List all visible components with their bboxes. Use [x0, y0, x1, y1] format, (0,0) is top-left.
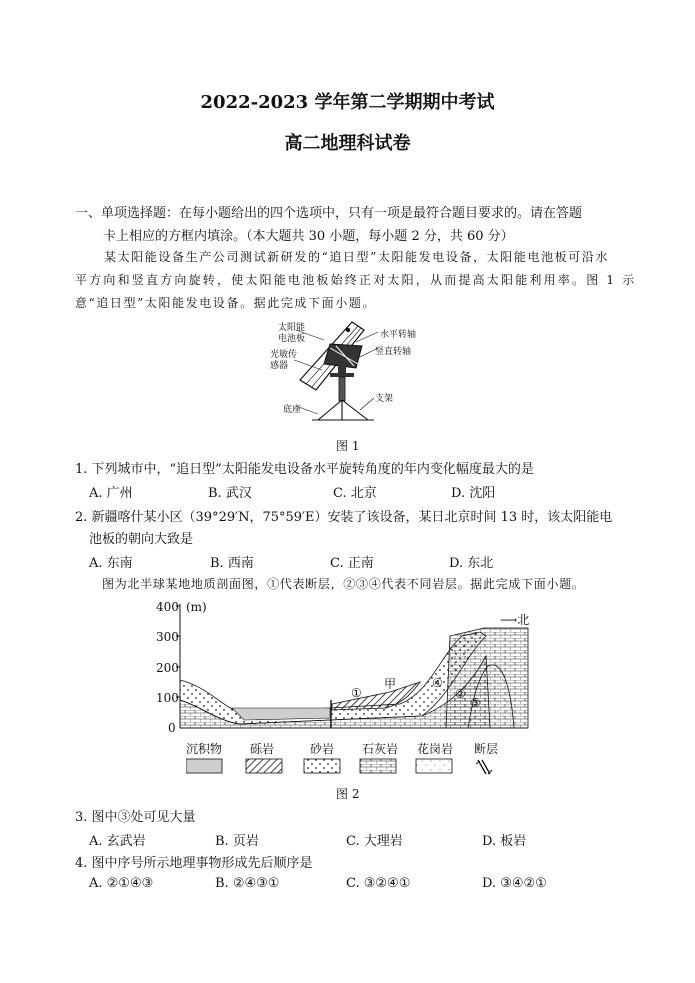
legend-label-sediment: 沉积物	[186, 742, 223, 756]
label-horizontal-axis: 水平转轴	[380, 330, 417, 340]
section-instruction-line1: 一、单项选择题：在每小题给出的四个选项中，只有一项是最符合题目要求的。请在答题	[75, 206, 583, 221]
legend-label-granite: 花岗岩	[417, 742, 454, 756]
label-vertical-axis: 竖直转轴	[375, 347, 412, 357]
q2-option-c[interactable]: C. 正南	[330, 556, 374, 571]
exam-subtitle: 高二地理科试卷	[284, 133, 411, 154]
pole	[339, 377, 345, 401]
marker-4: ④	[432, 676, 443, 690]
q1-stem: 1. 下列城市中，“追日型”太阳能发电设备水平旋转角度的年内变化幅度最大的是	[75, 462, 534, 477]
figure2-caption: 图 2	[336, 787, 360, 801]
y-tick-0: 0	[168, 721, 176, 735]
q3-option-a[interactable]: A. 玄武岩	[89, 834, 146, 849]
q2-option-b[interactable]: B. 西南	[210, 556, 254, 571]
figure2-geologic-section	[150, 596, 540, 736]
q3-option-b[interactable]: B. 页岩	[215, 834, 259, 849]
swatch-sediment	[186, 759, 222, 773]
y-unit: (m)	[186, 600, 207, 614]
swatch-sandstone	[304, 759, 340, 773]
q3-stem: 3. 图中③处可见大量	[75, 810, 196, 825]
label-sensor-line2: 感器	[270, 361, 289, 371]
vertical-axis	[338, 364, 346, 374]
q2-stem-line1: 2. 新疆喀什某小区（39°29′N，75°59′E）安装了该设备，某日北京时间 13 时，该太阳能电	[75, 510, 613, 525]
q1-option-c[interactable]: C. 北京	[333, 486, 377, 501]
north-arrow: ⟶北	[500, 613, 530, 627]
q4-stem: 4. 图中序号所示地理事物形成先后顺序是	[75, 856, 313, 871]
passage2: 图为北半球某地地质剖面图，①代表断层，②③④代表不同岩层。据此完成下面小题。	[102, 577, 585, 591]
figure2-legend-swatches	[186, 758, 506, 776]
q3-option-c[interactable]: C. 大理岩	[346, 834, 403, 849]
q2-stem-line2: 池板的朝向大致是	[89, 532, 194, 547]
label-base: 底座	[283, 405, 302, 415]
swatch-limestone	[360, 759, 396, 773]
exam-title: 2022-2023 学年第二学期期中考试	[200, 92, 495, 113]
label-sensor-line1: 光敏传	[270, 350, 298, 360]
label-panel-line1: 太阳能	[278, 323, 306, 333]
figure1-caption: 图 1	[336, 439, 360, 453]
passage1-line3: 意“追日型”太阳能发电设备。据此完成下面小题。	[75, 296, 377, 310]
legend-label-fault: 断层	[474, 742, 499, 756]
y-tick-400: 400	[156, 600, 179, 614]
y-tick-300: 300	[156, 630, 179, 644]
swatch-granite	[416, 759, 452, 773]
q1-option-a[interactable]: A. 广州	[89, 486, 133, 501]
legend-label-conglomerate: 砾岩	[250, 742, 275, 756]
q1-option-d[interactable]: D. 沈阳	[451, 486, 496, 501]
q3-option-d[interactable]: D. 板岩	[482, 834, 527, 849]
marker-3: ③	[470, 696, 481, 710]
legend-label-sandstone: 砂岩	[310, 742, 335, 756]
sediment	[232, 708, 330, 720]
y-tick-100: 100	[156, 691, 179, 705]
swatch-fault-icon	[476, 760, 492, 774]
q4-option-c[interactable]: C. ③②④①	[346, 876, 411, 891]
y-tick-200: 200	[156, 661, 179, 675]
passage1-line2: 平方向和竖直方向旋转，使太阳能电池板始终正对太阳，从而提高太阳能利用率。图 1 示	[75, 273, 637, 287]
marker-2: ②	[455, 687, 466, 701]
marker-1: ①	[351, 686, 362, 700]
q2-option-d[interactable]: D. 东北	[449, 556, 494, 571]
light-sensor-dot	[346, 328, 350, 332]
q4-option-d[interactable]: D. ③④②①	[482, 876, 547, 891]
passage1-line1: 某太阳能设备生产公司测试新研发的“追日型”太阳能发电设备，太阳能电池板可沿水	[104, 250, 610, 264]
section-instruction-line2: 卡上相应的方框内填涂。（本大题共 30 小题，每小题 2 分，共 60 分）	[103, 229, 514, 244]
q4-option-a[interactable]: A. ②①④③	[89, 876, 154, 891]
support-legs	[318, 400, 368, 420]
label-support: 支架	[375, 394, 394, 404]
label-jia: 甲	[384, 677, 397, 691]
swatch-conglomerate	[246, 759, 282, 773]
q4-option-b[interactable]: B. ②④③①	[215, 876, 280, 891]
label-panel-line2: 电池板	[278, 334, 306, 344]
legend-label-limestone: 石灰岩	[362, 742, 399, 756]
q2-option-a[interactable]: A. 东南	[89, 556, 133, 571]
q1-option-b[interactable]: B. 武汉	[208, 486, 252, 501]
